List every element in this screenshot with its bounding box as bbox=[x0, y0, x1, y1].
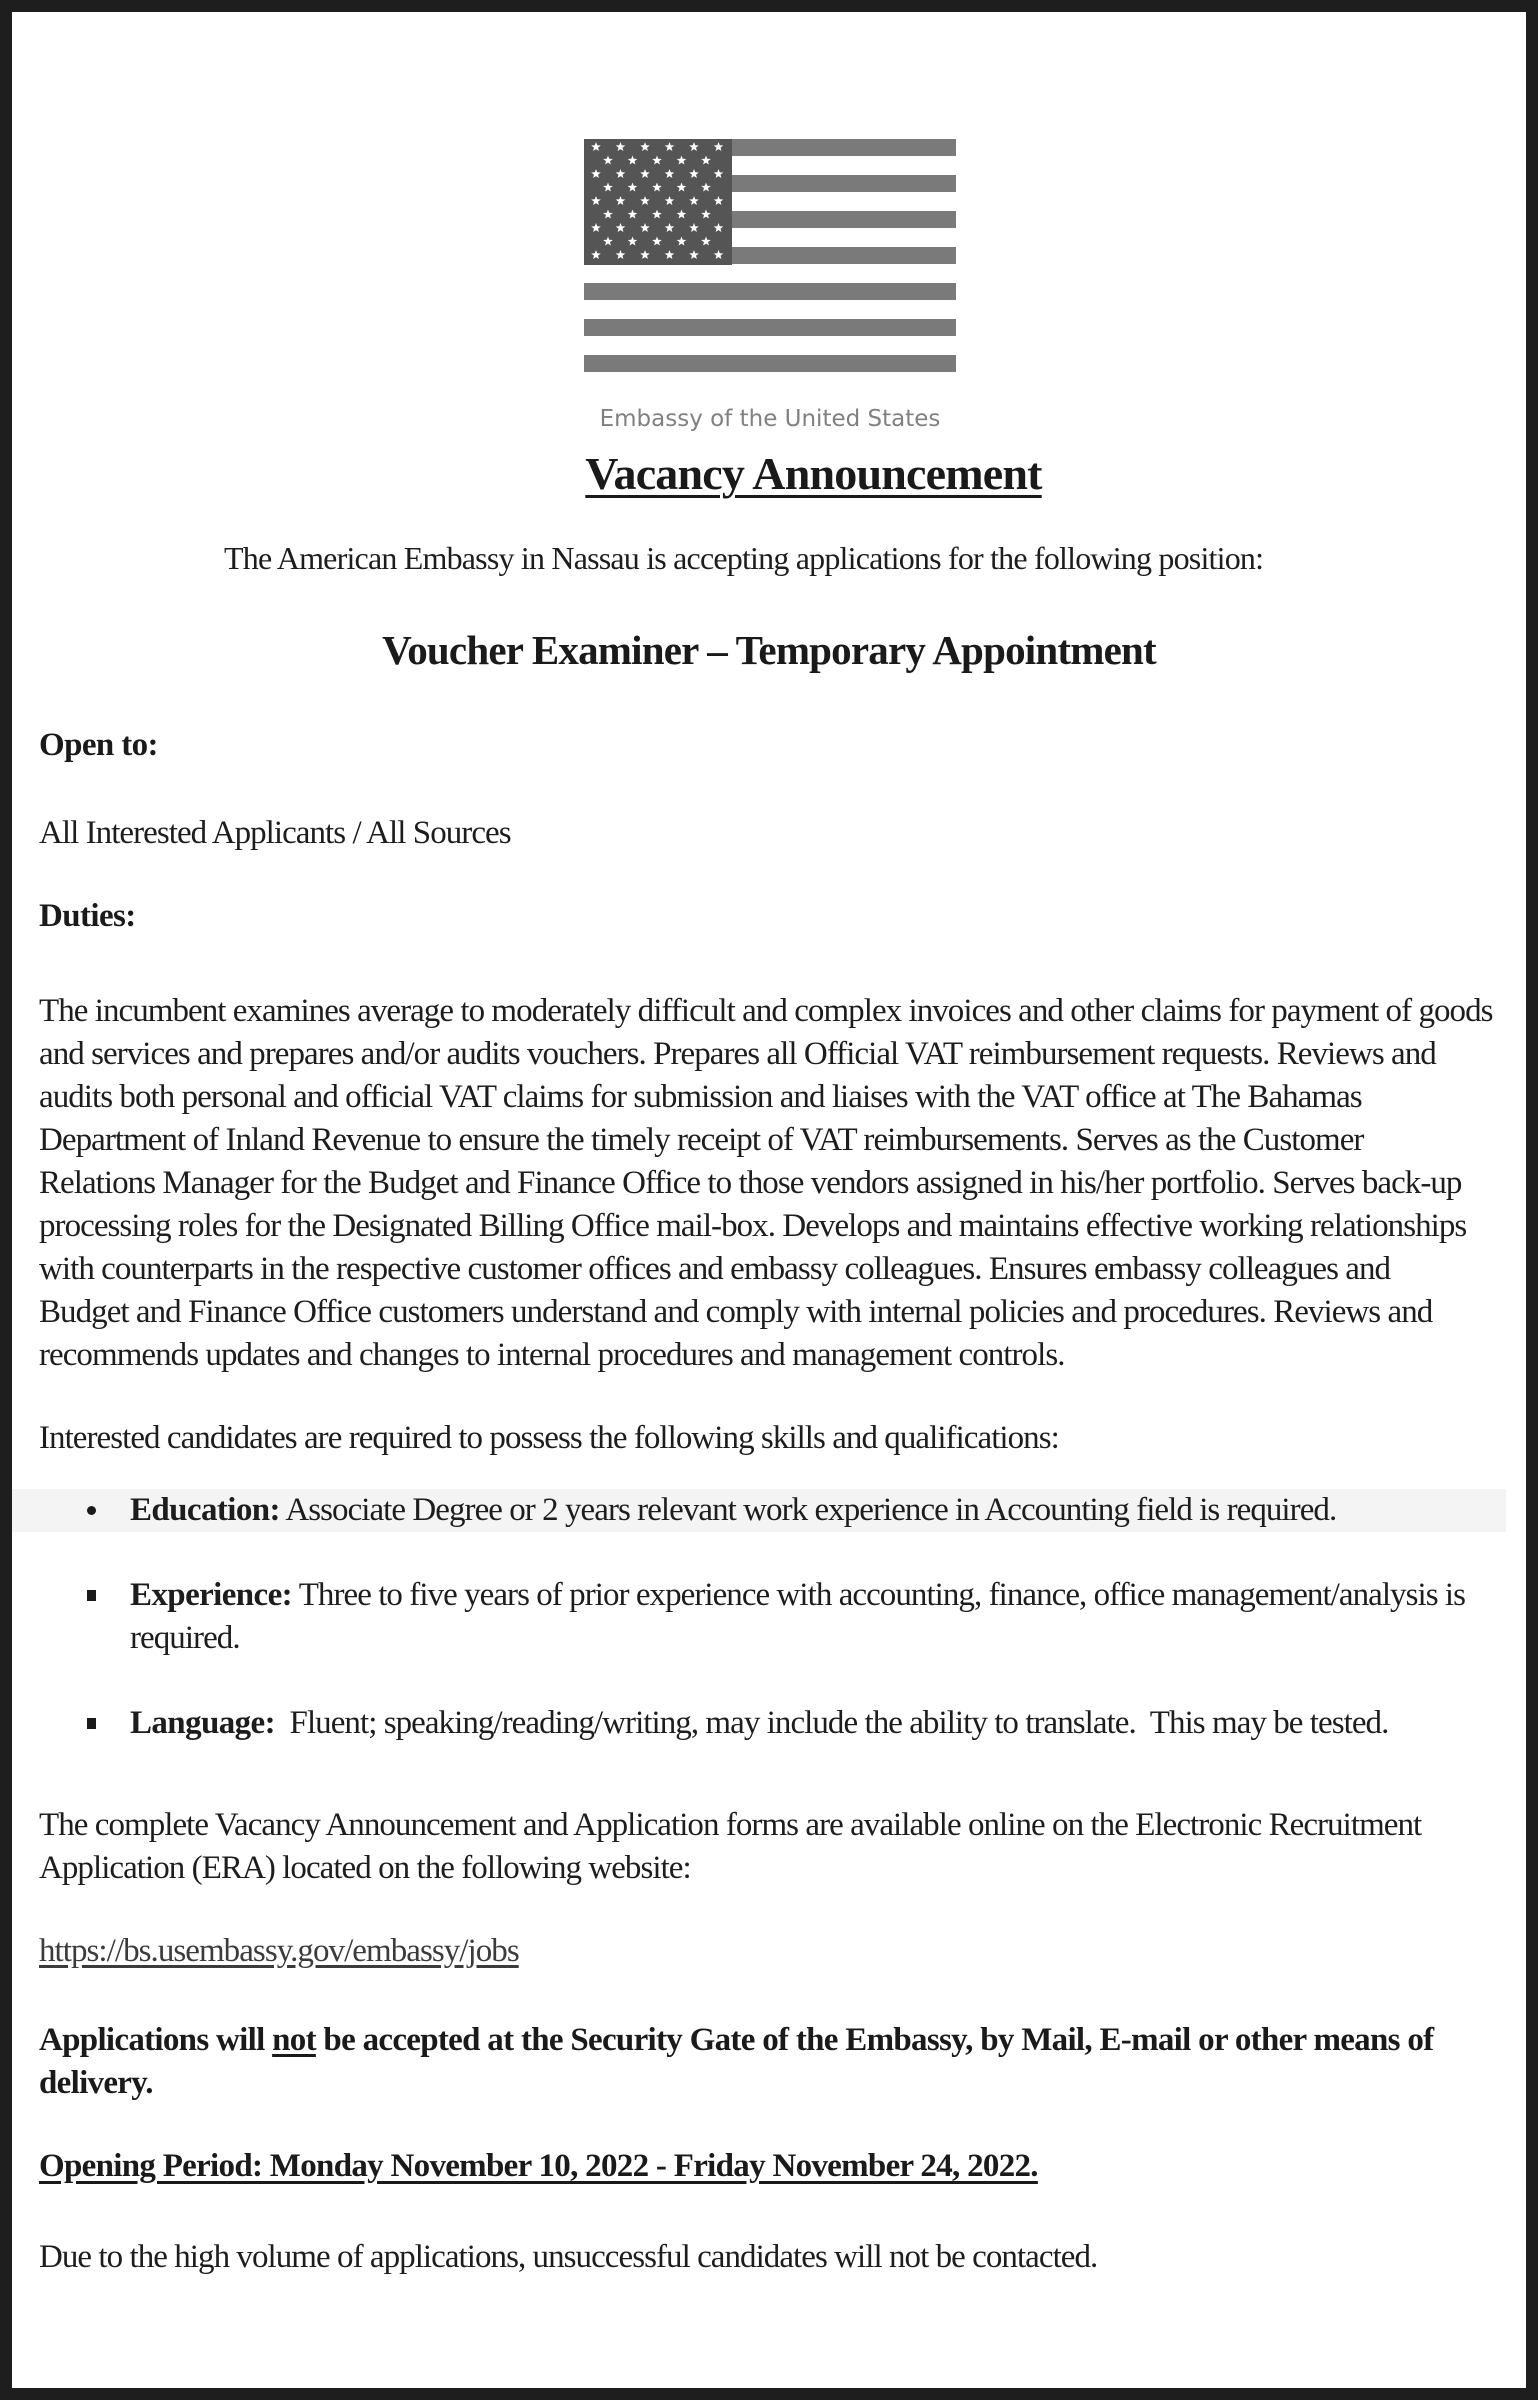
duties-text bbox=[39, 990, 1526, 1377]
requirement-text: Fluent; speaking/reading/writing, may include the ability to translate. This may be tested. bbox=[274, 1705, 1389, 1741]
closing-note: Due to the high volume of applications, unsuccessful candidates will not be contacted. bbox=[39, 2239, 1098, 2275]
requirement-label: Experience: bbox=[130, 1577, 293, 1613]
document-page bbox=[12, 12, 1526, 2388]
applications-warning: Applications will not be accepted at the Security Gate of the Embassy, by Mail, E-mail or other means of delivery. bbox=[39, 2022, 1434, 2101]
duties-line: The incumbent examines average to moderately difficult and complex invoices and other claims for payment of goods bbox=[39, 993, 1493, 1029]
open-to-value: All Interested Applicants / All Sources bbox=[39, 815, 511, 851]
warning-emphasis: not bbox=[272, 2022, 316, 2058]
duties-line: processing roles for the Designated Billing Office mail-box. Develops and maintains effective working relationships bbox=[39, 1208, 1467, 1244]
bullet-dot-icon bbox=[87, 1506, 96, 1515]
requirement-text: Three to five years of prior experience with accounting, finance, office management/analysis is required. bbox=[130, 1577, 1466, 1656]
requirement-label: Education: bbox=[130, 1492, 280, 1528]
duties-line: and services and prepares and/or audits vouchers. Prepares all Official VAT reimbursement requests. Reviews and bbox=[39, 1036, 1436, 1072]
duties-line: Relations Manager for the Budget and Finance Office to those vendors assigned in his/her portfolio. Serves back-up bbox=[39, 1165, 1462, 1201]
duties-line: Budget and Finance Office customers understand and comply with internal policies and procedures. Reviews and bbox=[39, 1294, 1433, 1330]
requirements-intro: Interested candidates are required to possess the following skills and qualifications: bbox=[39, 1420, 1059, 1456]
intro-text: The American Embassy in Nassau is accepting applications for the following position: bbox=[224, 540, 1264, 576]
duties-line: Department of Inland Revenue to ensure the timely receipt of VAT reimbursements. Serves as the Customer bbox=[39, 1122, 1364, 1158]
duties-line: audits both personal and official VAT claims for submission and liaises with the VAT office at The Bahamas bbox=[39, 1079, 1362, 1115]
embassy-logo bbox=[584, 139, 956, 437]
requirement-label: Language: bbox=[130, 1705, 275, 1741]
era-info-text: The complete Vacancy Announcement and Application forms are available online on the Electronic Recruitment Application (ERA) located on the following website: bbox=[39, 1807, 1422, 1886]
vacancy-title: Vacancy Announcement bbox=[585, 448, 1042, 499]
bullet-square-icon bbox=[87, 1590, 96, 1601]
duties-line: recommends updates and changes to internal procedures and management controls. bbox=[39, 1337, 1065, 1373]
duties-label: Duties: bbox=[39, 898, 136, 934]
bullet-square-icon bbox=[87, 1718, 96, 1729]
open-to-label: Open to: bbox=[39, 727, 158, 763]
jobs-website-link[interactable]: https://bs.usembassy.gov/embassy/jobs bbox=[39, 1933, 519, 1969]
requirement-education bbox=[12, 1489, 1506, 1532]
duties-line: with counterparts in the respective customer offices and embassy colleagues. Ensures embassy colleagues and bbox=[39, 1251, 1391, 1287]
requirement-text: Associate Degree or 2 years relevant work experience in Accounting field is required. bbox=[279, 1492, 1337, 1528]
opening-period: Opening Period: Monday November 10, 2022 - Friday November 24, 2022. bbox=[39, 2148, 1038, 2184]
position-title: Voucher Examiner – Temporary Appointment bbox=[382, 627, 1156, 673]
us-flag-icon bbox=[584, 139, 956, 437]
logo-caption: Embassy of the United States bbox=[599, 406, 941, 432]
